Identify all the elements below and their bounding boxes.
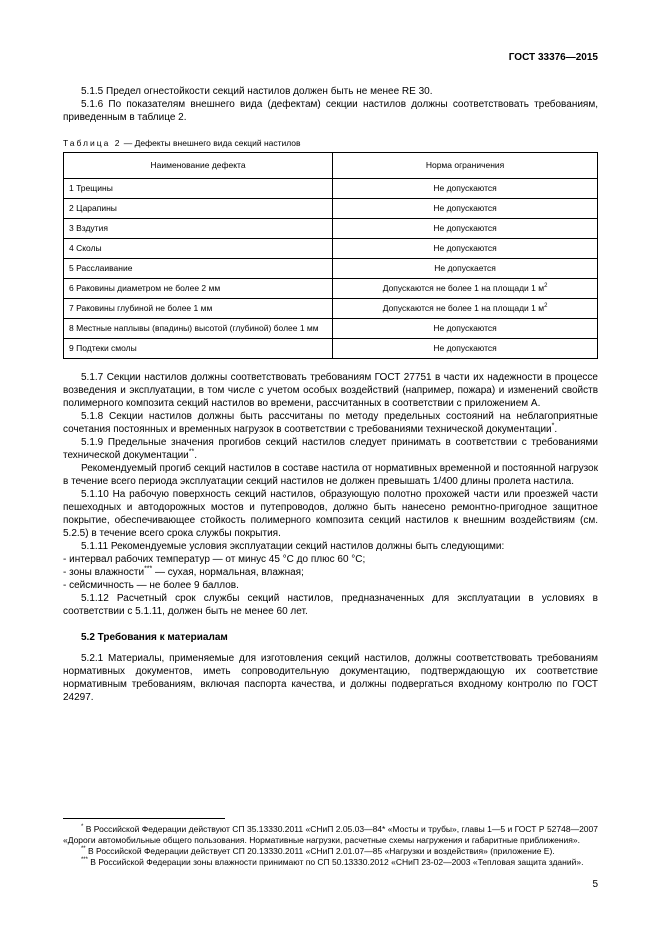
footnotes-block: [63, 818, 598, 868]
defect-norm: Допускаются не более 1 на площади 1 $м^2$: [333, 279, 598, 299]
col-header-defect-name: Наименование дефекта: [64, 153, 333, 179]
table-row: [64, 339, 598, 359]
paragraph-5-1-11: 5.1.11 Рекомендуемые условия эксплуатации секций настилов должны быть следующими:: [81, 541, 505, 552]
footnote-1: * В Российской Федерации действуют СП 35.13330.2011 «СНиП 2.05.03—84* «Мосты и трубы», главы 1—5 и ГОСТ Р 52748—2007 «Дороги автомобильные общего пользования. Нормативные нагрузки, расчетные схемы нагружения и габаритные приближения».: [63, 824, 598, 845]
paragraph-5-1-6: 5.1.6 По показателям внешнего вида (дефектам) секции настилов должны соответствовать требованиям, приведенным в таблице 2.: [63, 99, 598, 123]
defect-norm: Не допускается: [333, 259, 598, 279]
defect-norm: Не допускаются: [333, 179, 598, 199]
defect-name: 8 Местные наплывы (впадины) высотой (глубиной) более 1 мм: [64, 319, 333, 339]
list-item-seismicity: - сейсмичность — не более 9 баллов.: [63, 580, 239, 591]
defect-norm: Не допускаются: [333, 319, 598, 339]
defects-table: [63, 152, 598, 359]
table-row: [64, 279, 598, 299]
table-row: [64, 179, 598, 199]
table-row: [64, 219, 598, 239]
table-row: [64, 299, 598, 319]
section-heading-5-2: 5.2 Требования к материалам: [81, 632, 228, 643]
footnote-3: *** В Российской Федерации зоны влажности принимают по СП 50.13330.2012 «СНиП 23-02—2003 «Тепловая защита зданий».: [81, 857, 584, 867]
table-row: [64, 199, 598, 219]
table-header-row: [64, 153, 598, 179]
table-row: [64, 319, 598, 339]
paragraph-5-1-9: 5.1.9 Предельные значения прогибов секций настилов следует принимать в соответствии с требованиями технической документации**.: [63, 437, 598, 461]
page-number: 5: [592, 879, 598, 890]
footnote-rule: [63, 818, 225, 819]
table-caption: [63, 138, 598, 148]
paragraph-recommended-deflection: Рекомендуемый прогиб секций настилов в составе настила от нормативных временной и постоянной нагрузок в течение всего периода эксплуатации секций настилов не должен превышать 1/400 длины пролета настила.: [63, 463, 598, 487]
defect-name: 2 Царапины: [64, 199, 333, 219]
paragraph-5-2-1: 5.2.1 Материалы, применяемые для изготовления секций настилов, должны соответствовать требованиям нормативных документов, иметь сопроводительную документацию, подтверждающую их соответствие нормативным требованиям, включая паспорта качества, и должны подвергаться входному контролю по ГОСТ 24297.: [63, 653, 598, 703]
list-item-temperature: - интервал рабочих температур — от минус 45 °С до плюс 60 °С;: [63, 554, 366, 565]
defect-name: 1 Трещины: [64, 179, 333, 199]
defect-name: 7 Раковины глубиной не более 1 мм: [64, 299, 333, 319]
doc-number: ГОСТ 33376—2015: [508, 52, 598, 63]
paragraph-5-1-7: 5.1.7 Секции настилов должны соответствовать требованиям ГОСТ 27751 в части их надежности в процессе возведения и эксплуатации, в том числе с учетом особых воздействий (например, пожара) и изменений свойств полимерного композита секций настилов во времени, рассчитанных в соответствии с приложением А.: [63, 372, 598, 409]
defect-name: 5 Расслаивание: [64, 259, 333, 279]
defect-norm: Не допускаются: [333, 239, 598, 259]
defect-name: 4 Сколы: [64, 239, 333, 259]
defect-norm: Не допускаются: [333, 199, 598, 219]
defect-name: 6 Раковины диаметром не более 2 мм: [64, 279, 333, 299]
paragraph-5-1-10: 5.1.10 На рабочую поверхность секций настилов, образующую полотно прохожей части или проезжей части пешеходных и автодорожных мостов и путепроводов, должно быть нанесено ремонтно-пригодное защитное покрытие, обеспечивающее стойкость полимерного композита секций настилов к внешним воздействиям (см. 5.2.5) в течение всего срока службы покрытия.: [63, 489, 598, 539]
paragraph-5-1-8: 5.1.8 Секции настилов должны быть рассчитаны по методу предельных состояний на неблагоприятные сочетания постоянных и временных нагрузок в соответствии с требованиями технической документации*.: [63, 411, 598, 435]
col-header-norm: Норма ограничения: [333, 153, 598, 179]
defect-norm: Допускаются не более 1 на площади 1 $м^2$: [333, 299, 598, 319]
footnote-2: ** В Российской Федерации действует СП 20.13330.2011 «СНиП 2.01.07—85 «Нагрузки и воздействия» (приложение Е).: [81, 846, 555, 856]
table-row: [64, 259, 598, 279]
table-row: [64, 239, 598, 259]
defect-name: 9 Подтеки смолы: [64, 339, 333, 359]
defect-name: 3 Вздутия: [64, 219, 333, 239]
defect-norm: Не допускаются: [333, 339, 598, 359]
paragraph-5-1-12: 5.1.12 Расчетный срок службы секций настилов, предназначенных для эксплуатации в условиях в соответствии с 5.1.11, должен быть не менее 60 лет.: [63, 593, 598, 617]
table-caption-label: Таблица 2: [63, 138, 122, 148]
table-caption-text: — Дефекты внешнего вида секций настилов: [121, 138, 301, 148]
list-item-humidity: - зоны влажности*** — сухая, нормальная, влажная;: [63, 565, 304, 578]
paragraph-5-1-5: 5.1.5 Предел огнестойкости секций настилов должен быть не менее RE 30.: [81, 86, 433, 97]
defect-norm: Не допускаются: [333, 219, 598, 239]
